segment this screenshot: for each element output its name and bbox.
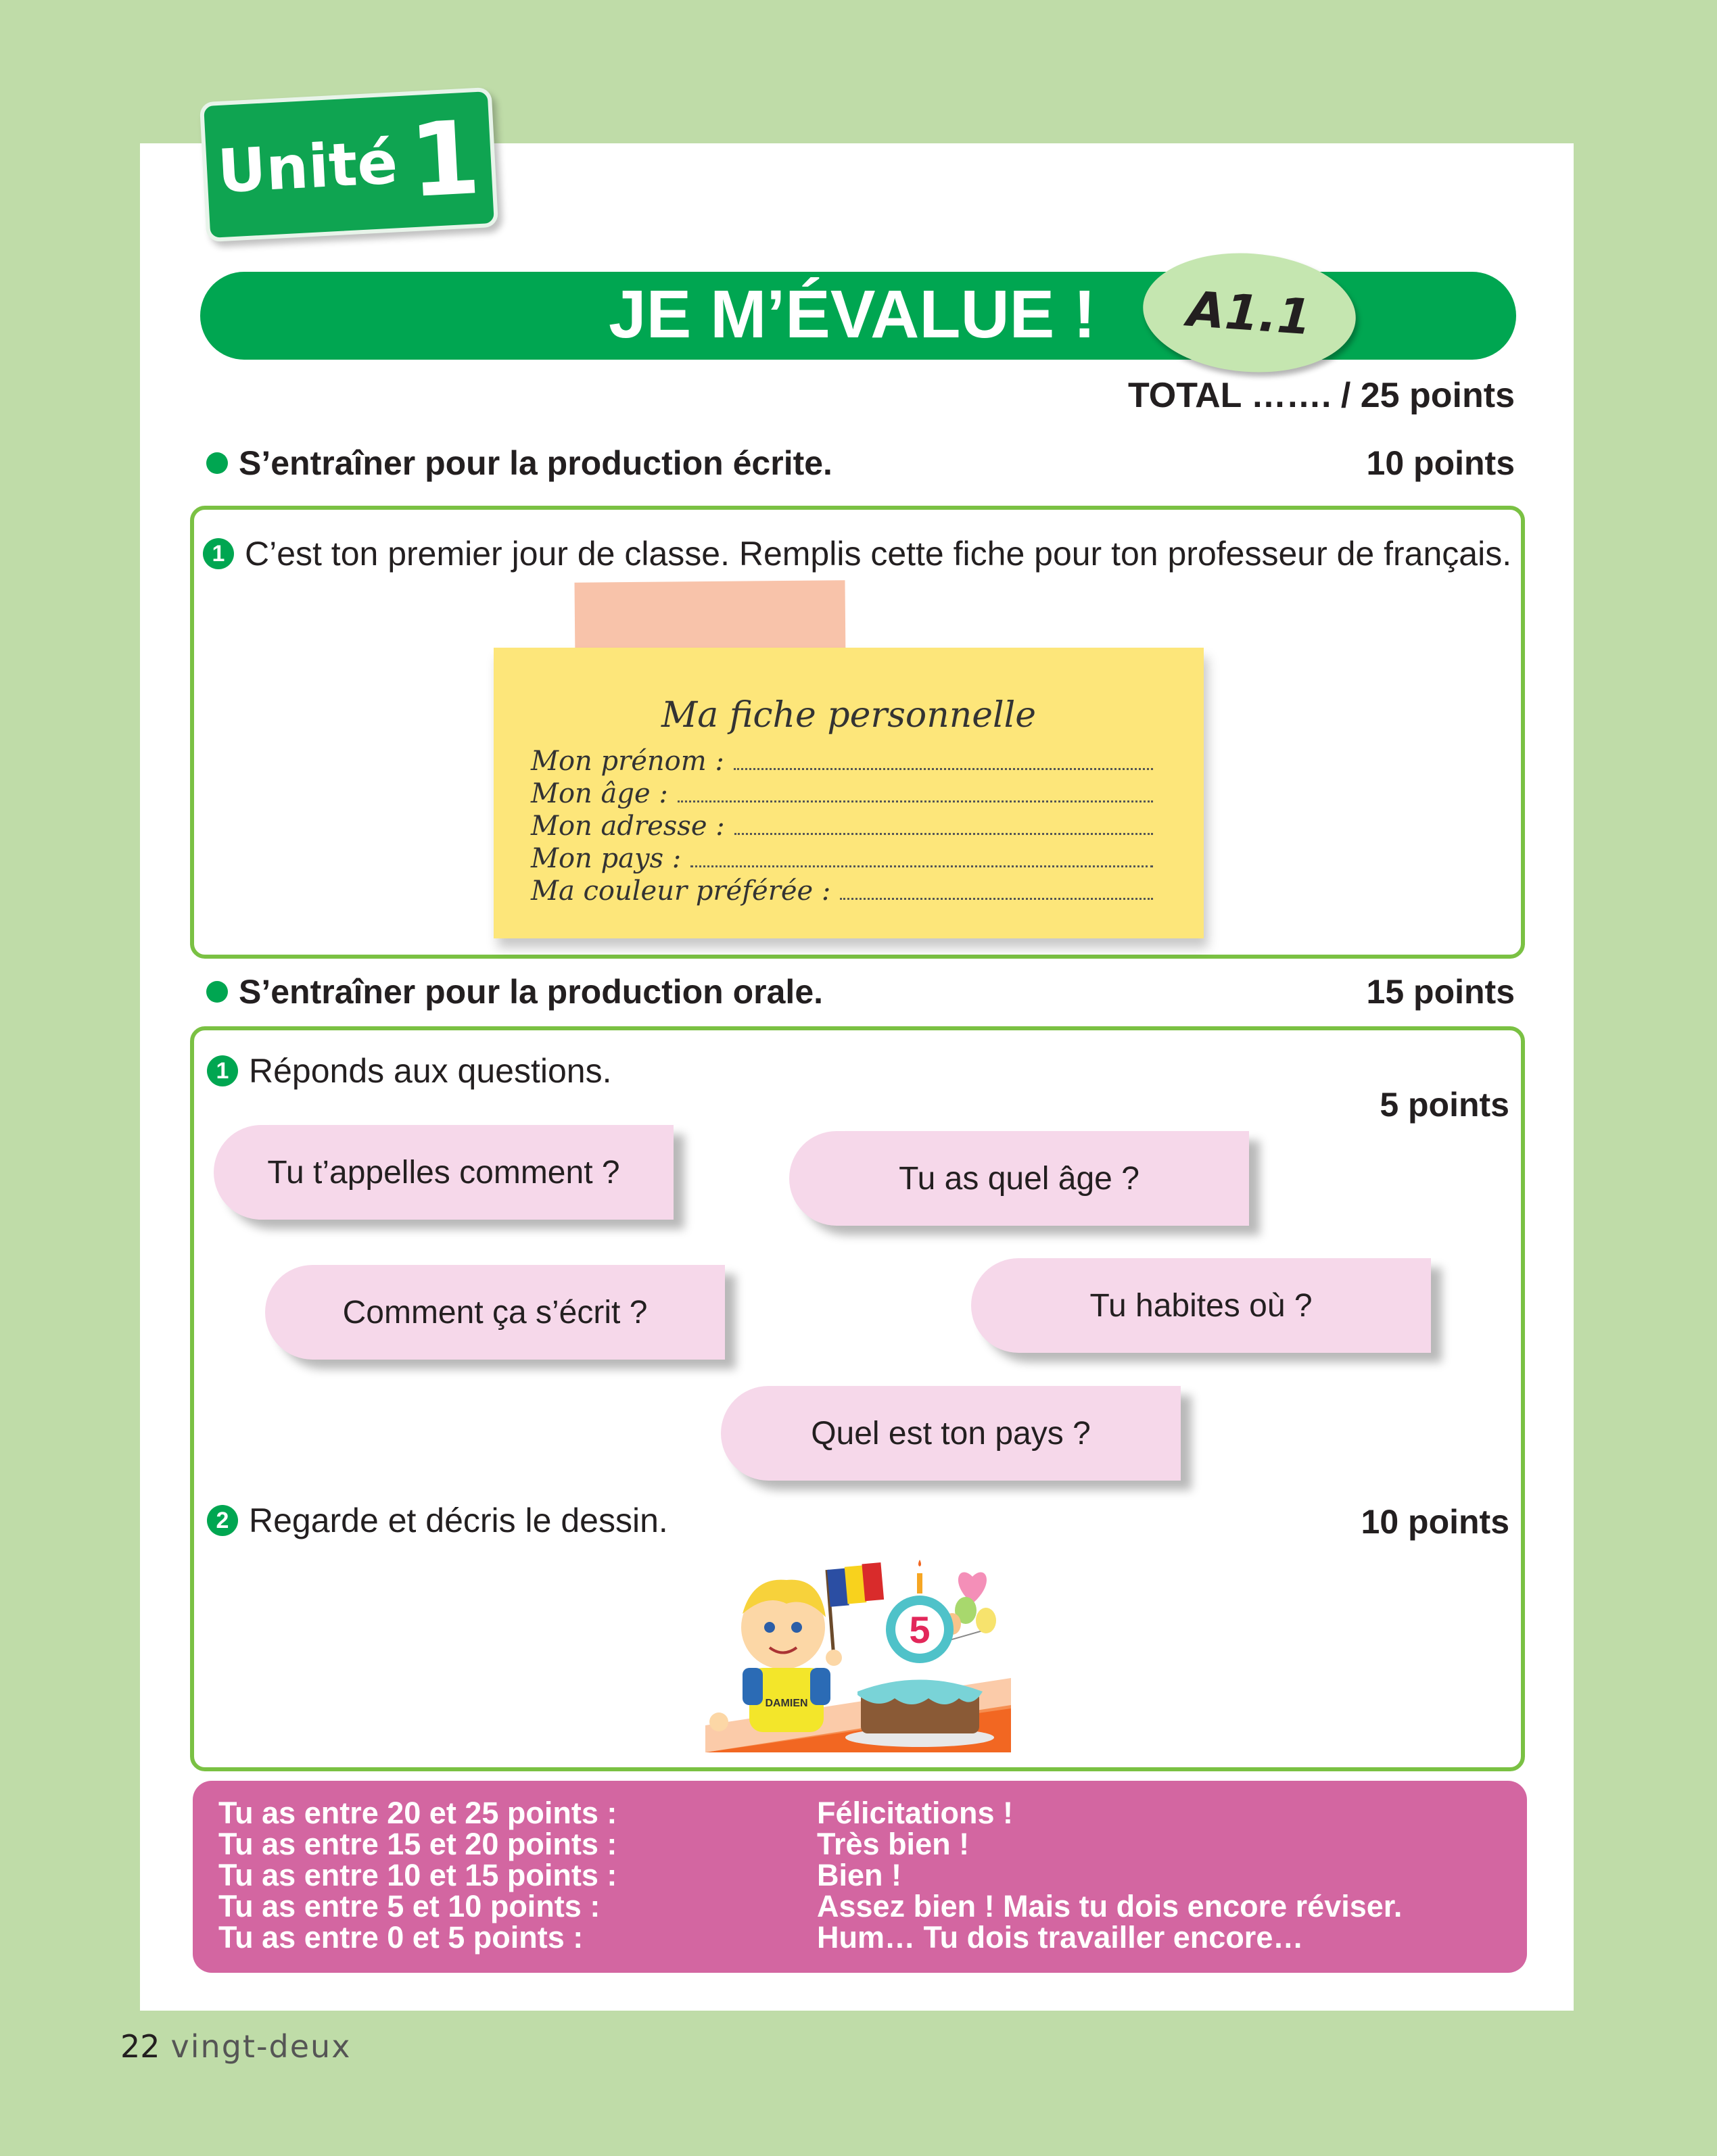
question-bubble-spelling: Comment ça s’écrit ? <box>265 1265 725 1360</box>
bullet-dot-icon <box>206 981 228 1003</box>
exercise-number-badge: 2 <box>207 1505 238 1536</box>
oral-section-heading <box>206 968 1515 1015</box>
total-score: TOTAL ……. / 25 points <box>1127 376 1515 415</box>
oral-ex1-points: 5 points <box>1380 1086 1509 1124</box>
field-age[interactable]: Mon âge : <box>531 778 1153 809</box>
oral-heading-text: S’entraîner pour la production orale. <box>239 973 824 1011</box>
oral-ex1-instruction <box>207 1051 611 1091</box>
question-bubble-country: Quel est ton pays ? <box>721 1386 1181 1481</box>
sticky-note-form <box>494 648 1204 938</box>
score-row: Tu as entre 0 et 5 points : Hum… Tu dois travailler encore… <box>218 1920 1304 1955</box>
oral-ex2-points: 10 points <box>1361 1503 1509 1541</box>
field-favorite-color[interactable]: Ma couleur préférée : <box>531 876 1153 907</box>
page-number-word: vingt-deux <box>170 2028 352 2065</box>
score-row: Tu as entre 15 et 20 points : Très bien ! <box>218 1827 970 1861</box>
unit-number: 1 <box>406 99 484 220</box>
written-heading-text: S’entraîner pour la production écrite. <box>239 444 832 482</box>
exercise-number-badge: 1 <box>203 538 234 569</box>
field-country[interactable]: Mon pays : <box>531 843 1153 874</box>
unit-badge <box>199 87 498 242</box>
page-footer <box>120 2028 351 2065</box>
field-address[interactable]: Mon adresse : <box>531 811 1153 842</box>
score-row: Tu as entre 20 et 25 points : Félicitations ! <box>218 1796 1014 1830</box>
shirt-label: DAMIEN <box>765 1698 808 1709</box>
written-section-heading <box>206 439 1515 487</box>
score-row: Tu as entre 5 et 10 points : Assez bien ! Mais tu dois encore réviser. <box>218 1889 1403 1923</box>
written-points: 10 points <box>1366 444 1515 482</box>
oral-points: 15 points <box>1366 973 1515 1011</box>
question-bubble-name: Tu t’appelles comment ? <box>214 1125 674 1220</box>
written-instruction <box>203 534 1511 573</box>
level-badge: A1.1 <box>1139 246 1359 379</box>
written-instruction-text: C’est ton premier jour de classe. Remplis cette fiche pour ton professeur de français. <box>245 535 1512 573</box>
note-title: Ma fiche personnelle <box>661 695 1037 736</box>
question-bubble-residence: Tu habites où ? <box>971 1258 1431 1353</box>
score-row: Tu as entre 10 et 15 points : Bien ! <box>218 1858 902 1892</box>
unit-word: Unité <box>216 127 400 207</box>
candle-number: 5 <box>909 1608 931 1651</box>
page-number: 22 <box>120 2028 160 2065</box>
bullet-dot-icon <box>206 452 228 474</box>
score-guide <box>193 1781 1527 1973</box>
oral-ex1-text: Réponds aux questions. <box>249 1052 612 1090</box>
exercise-number-badge: 1 <box>207 1055 238 1086</box>
oral-ex2-instruction <box>207 1501 668 1540</box>
question-bubble-age: Tu as quel âge ? <box>789 1131 1249 1226</box>
field-first-name[interactable]: Mon prénom : <box>531 746 1153 777</box>
birthday-drawing <box>705 1556 1011 1752</box>
oral-ex2-text: Regarde et décris le dessin. <box>249 1502 668 1539</box>
page-title: JE M’ÉVALUE ! <box>609 277 1096 352</box>
